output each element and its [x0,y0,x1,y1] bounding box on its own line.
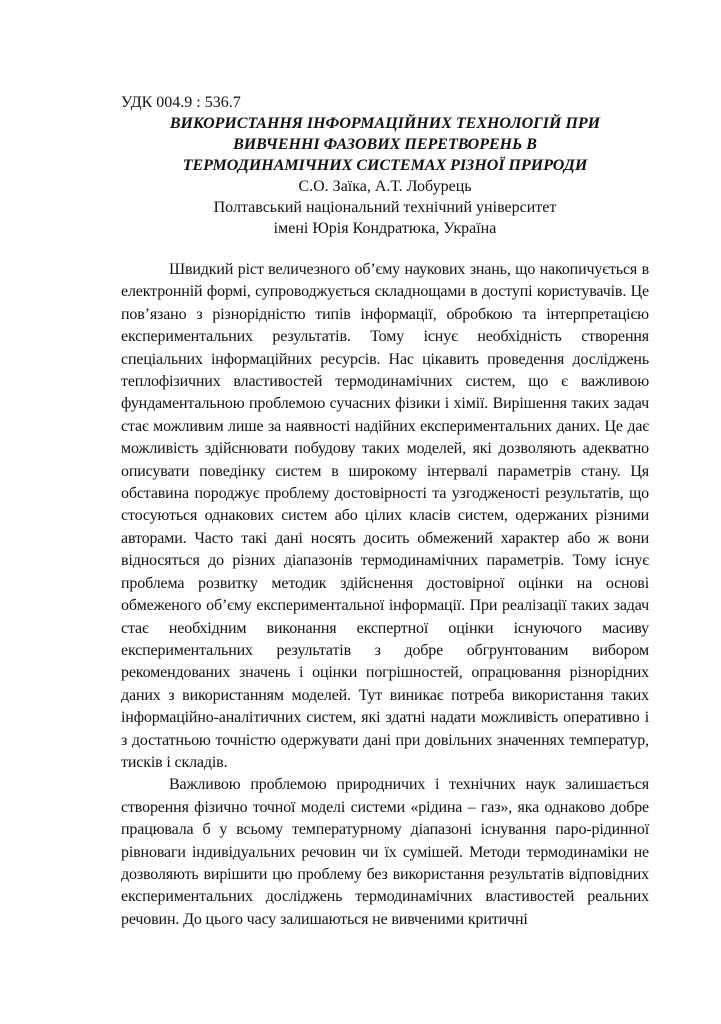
title-line: ВИКОРИСТАННЯ ІНФОРМАЦІЙНИХ ТЕХНОЛОГІЙ ПРИ [169,115,601,132]
title-line: ТЕРМОДИНАМІЧНИХ СИСТЕМАХ РІЗНОЇ ПРИРОДИ [182,157,588,174]
document-page [121,92,649,931]
affiliation-line: Полтавський національний технічний університет [213,199,557,216]
body-paragraph: Важливою проблемою природничих і технічних наук залишається створення фізично точної моделі системи «рідина – газ», яка однаково добре працювала б у всьому температурному діапазоні існування паро-рідинної рівноваги індивідуальних речовин чи їх сумішей. Методи термодинаміки не дозволяють вирішити цю проблему без використання результатів відповідних експериментальних досліджень термодинамічних властивостей реальних речовин. До цього часу залишаються не вивченими критичні [121,776,649,928]
body-paragraph: Швидкий ріст величезного об’єму наукових знань, що накопичується в електронній формі, супроводжується складнощами в доступі користувачів. Це пов’язано з різнорідністю типів інформації, обробкою та інтерпретацією експериментальних результатів. Тому існує необхідність створення спеціальних інформаційних ресурсів. Нас цікавить проведення досліджень теплофізичних властивостей термодинамічних систем, що є важливою фундаментальною проблемою сучасних фізики і хімії. Вирішення таких задач стає можливим лише за наявності надійних експериментальних даних. Це дає можливість здійснювати побудову таких моделей, які дозволяють адекватно описувати поведінку систем в широкому інтервалі параметрів стану. Ця обставина породжує проблему достовірності та узгодженості результатів, що стосуються однакових систем або цілих класів систем, одержаних різними авторами. Часто такі дані носять досить обмежений характер або ж вони відносяться до різних діапазонів термодинамічних параметрів. Тому існує проблема розвитку методик здійснення достовірної оцінки на основі обмеженого об’єму експериментальної інформації. При реалізації таких задач стає необхідним виконання експертної оцінки існуючого масиву експериментальних результатів з добре обгрунтованим вибором рекомендованих значень і оцінки погрішностей, опрацювання різнорідних даних з використанням моделей. Тут виникає потреба використання таких інформаційно-аналітичних систем, які здатні надати можливість оперативно і з достатньою точністю одержувати дані при довільних значеннях температур, тисків і складів. [121,261,649,771]
authors: С.О. Заїка, А.Т. Лобурець [298,178,472,195]
title-line: ВИВЧЕННІ ФАЗОВИХ ПЕРЕТВОРЕНЬ В [233,136,537,153]
article-body [121,259,649,931]
paper-title [121,113,649,176]
udc-code: УДК 004.9 : 536.7 [121,94,241,111]
affiliation-line: імені Юрія Кондратюка, Україна [273,220,497,237]
